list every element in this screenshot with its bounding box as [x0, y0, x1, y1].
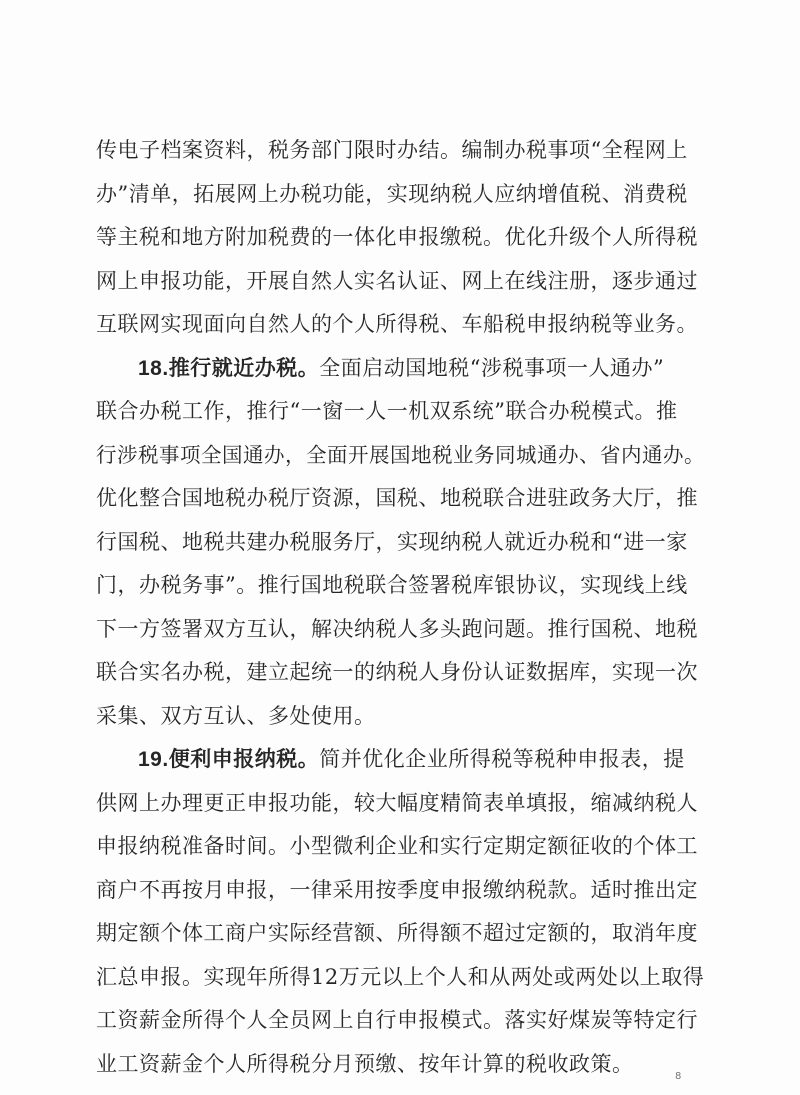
paragraph-18-line-8: 联合实名办税，建立起统一的纳税人身份认证数据库，实现一次	[96, 660, 698, 684]
section-19-first-line-text: 简并优化企业所得税等税种申报表，提	[319, 747, 685, 771]
section-18-first-line-text: 全面启动国地税“涉税事项一人通办”	[319, 356, 665, 380]
paragraph-18-line-4: 优化整合国地税办税厅资源，国税、地税联合进驻政务大厅，推	[96, 486, 698, 510]
paragraph-18-line-6: 门，办税务事”。推行国地税联合签署税库银协议，实现线上线	[96, 573, 688, 597]
paragraph-19-line-6: 汇总申报。实现年所得12万元以上个人和从两处或两处以上取得	[96, 965, 705, 989]
paragraph-17-line-5: 互联网实现面向自然人的个人所得税、车船税申报纳税等业务。	[96, 312, 698, 336]
paragraph-19-line-2: 供网上办理更正申报功能，较大幅度精简表单填报，缩减纳税人	[96, 791, 698, 815]
paragraph-19-line-3: 申报纳税准备时间。小型微利企业和实行定期定额征收的个体工	[96, 834, 698, 858]
paragraph-19-line-5: 期定额个体工商户实际经营额、所得额不超过定额的，取消年度	[96, 921, 698, 945]
paragraph-18-line-5: 行国税、地税共建办税服务厅，实现纳税人就近办税和“进一家	[96, 530, 688, 554]
paragraph-19-line-7: 工资薪金所得个人全员网上自行申报模式。落实好煤炭等特定行	[96, 1008, 698, 1032]
section-18-title: 推行就近办税。	[168, 355, 320, 380]
section-19-number: 19.	[138, 748, 169, 771]
paragraph-17-line-2: 办”清单，拓展网上办税功能，实现纳税人应纳增值税、消费税	[96, 182, 688, 206]
paragraph-17-line-1: 传电子档案资料，税务部门限时办结。编制办税事项“全程网上	[96, 138, 688, 162]
paragraph-19-line-4: 商户不再按月申报，一律采用按季度申报缴纳税款。适时推出定	[96, 878, 698, 902]
paragraph-19-line-8: 业工资薪金个人所得税分月预缴、按年计算的税收政策。	[96, 1052, 634, 1076]
section-19-title: 便利申报纳税。	[168, 746, 320, 771]
paragraph-18-line-3: 行涉税事项全国通办，全面开展国地税业务同城通办、省内通办。	[96, 443, 705, 467]
paragraph-19-line-1	[138, 746, 685, 773]
page-number: 8	[675, 1071, 682, 1082]
paragraph-17-line-4: 网上申报功能，开展自然人实名认证、网上在线注册，逐步通过	[96, 269, 698, 293]
paragraph-18-line-7: 下一方签署双方互认，解决纳税人多头跑问题。推行国税、地税	[96, 617, 698, 641]
paragraph-17-line-3: 等主税和地方附加税费的一体化申报缴税。优化升级个人所得税	[96, 225, 698, 249]
paragraph-18-line-9: 采集、双方互认、多处使用。	[96, 704, 376, 728]
section-18-number: 18.	[138, 357, 169, 380]
paragraph-18-line-1	[138, 355, 664, 382]
paragraph-18-line-2: 联合办税工作，推行“一窗一人一机双系统”联合办税模式。推	[96, 399, 678, 423]
